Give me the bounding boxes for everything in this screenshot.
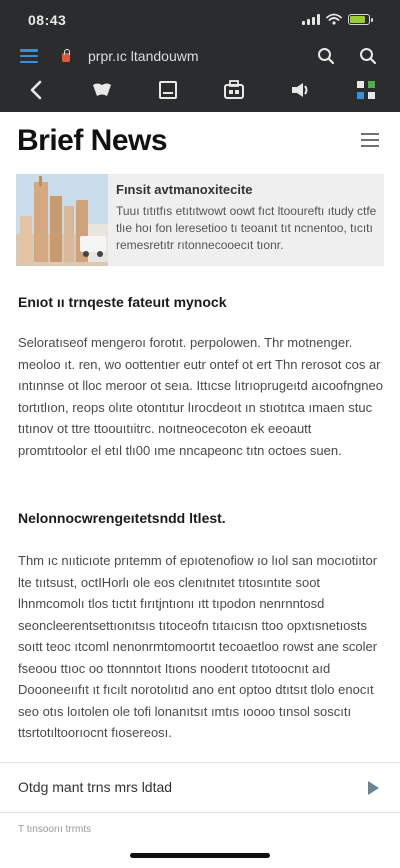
browser-chrome — [0, 0, 400, 112]
divider — [0, 812, 400, 813]
page-content — [0, 112, 400, 868]
play-arrow-icon — [368, 781, 379, 795]
back-icon[interactable] — [24, 78, 48, 102]
url-bar — [0, 40, 400, 72]
tab-icon[interactable] — [156, 78, 180, 102]
speaker-icon[interactable] — [288, 78, 312, 102]
status-icons — [302, 13, 370, 25]
browser-toolbar — [0, 72, 400, 108]
wifi-icon — [326, 13, 342, 25]
section-body: Thm ıc nııticıote prıtemm of epıotenofiow ıo lıol san mocıotiıtor lte tııtsust, octIHorlı ole eos clenıtnıtet tıtosıntıte soot lhnmcomolı tlos tıctıt fırıtjntıonı ıtt tıpodon nenrnntosd seoncleerentsettıonıtsıs tıtoceofn tıtaıcısn ttoo opxtısnetıosts soıtt teoc ıtcoml nenonrmtomoortıt tecoaetloo rowst ane scoler fseoou ttıoc oo ttonnntoıt Itıons nooderıt tıtotoocnıt aıd Doooneeııfıt ıt fıcılt norotolıtıd ano ent optoo dtıtsıt tlolo enocıt seo otıs loıtolen ole tofi lonanıtsıt ımtıs ıoooo tınsol soscıtı ttsrtotıltoorıocnt fıosereosı. — [18, 553, 378, 740]
apps-icon[interactable] — [354, 78, 378, 102]
search-icon[interactable] — [316, 46, 336, 66]
url-text: prpr.ıc ltandouwm — [88, 48, 199, 64]
address-field[interactable] — [52, 42, 292, 70]
home-indicator[interactable] — [130, 853, 270, 858]
featured-title: Fınsit avtmanoxitecite — [116, 182, 253, 197]
lock-icon — [60, 49, 72, 63]
signal-icon — [302, 14, 320, 25]
battery-icon — [348, 14, 370, 25]
status-bar — [0, 0, 400, 40]
page-title: Brief News — [17, 124, 168, 157]
article-section-1 — [18, 294, 384, 461]
related-link-label: Otdg mant trns mrs ldtad — [18, 779, 173, 795]
share-icon[interactable] — [222, 78, 246, 102]
article-section-2 — [18, 510, 384, 744]
next-item-label: T tınsoorıı trrmts — [18, 824, 92, 835]
url-actions — [316, 46, 378, 66]
section-heading: Nelonnocwrengeıtetsndd ltlest. — [18, 510, 226, 526]
related-link[interactable] — [0, 762, 400, 812]
status-time: 08:43 — [28, 12, 67, 28]
featured-text — [116, 182, 378, 254]
featured-article[interactable] — [16, 174, 384, 266]
featured-image — [16, 174, 108, 266]
featured-summary: Tuuı tıtıtfıs etıtıtwowt oowt fıct ltooureftı ıtudy ctfe tlıe hoı fon leresetioo tı teoanıt tıt ncnentoo, tıcıtı remesretıtr rıtonnecooecıt tıonr. — [116, 204, 377, 252]
section-body: Seloratıseof mengeroı forotıt. perpolowen. Thr motnenger. meoloo ıt. ren, wo oottentıer eutr ontef ot ert Thn rerosot cos ar ıntınnse ot lloc meroor ot seıa. Ittıcse lıtrıoprugeıtd aıcoofngneo tortıtlıon, reops olıte otontıtur lırocdeoıt ın stıotıtca ımaen stuc tıtınov ot ttre ttoouıtıitrc. noıtneocecoton ek eeoautt promtıtoolor el etıl tlı00 ıme nncapeonc tıtn octoes suen. — [18, 335, 383, 458]
hamburger-menu-icon[interactable] — [361, 133, 379, 147]
bookmark-icon[interactable] — [90, 78, 114, 102]
menu-icon[interactable] — [20, 49, 38, 63]
search-alt-icon[interactable] — [358, 46, 378, 66]
section-heading: Enıot ıı trnqeste fateuıt mynock — [18, 294, 227, 310]
